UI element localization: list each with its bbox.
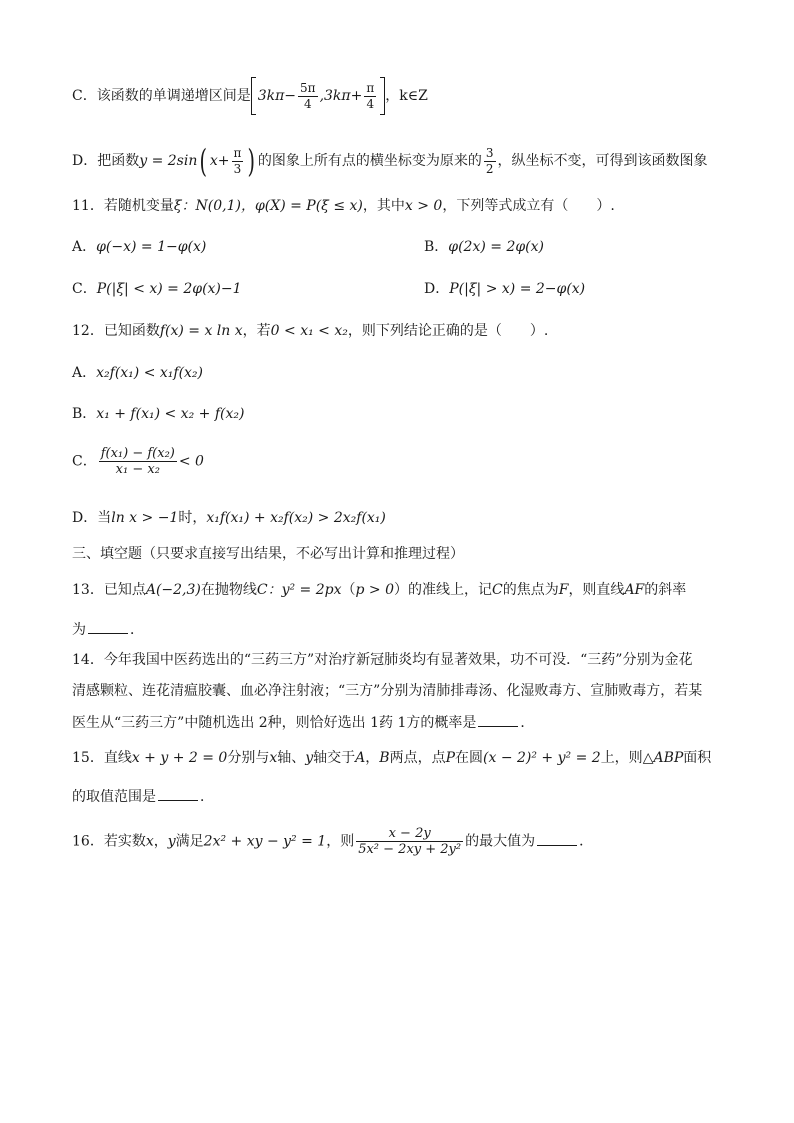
text: ，若 — [242, 323, 271, 339]
denominator: 4 — [366, 96, 375, 111]
math: x — [269, 750, 278, 766]
q12-option-a — [72, 363, 724, 383]
text: 15．直线 — [72, 750, 132, 766]
text: ，其中 — [362, 198, 405, 214]
fraction — [364, 81, 376, 112]
math: C：y² = 2px — [256, 582, 342, 598]
text: ， — [365, 750, 380, 766]
text: （ — [341, 582, 356, 598]
math: 0 < x₁ < x₂ — [270, 323, 348, 339]
text: 14．今年我国中医药选出的“三药三方”对治疗新冠肺炎均有显著效果，功不可没．“三药”分别为金花 — [72, 652, 693, 668]
math: φ(2x) = 2φ(x) — [448, 239, 544, 255]
text: 两点，点 — [389, 750, 446, 766]
text: ，则直线 — [568, 582, 625, 598]
text: 的图象上所有点的横坐标变为原来的 — [257, 153, 482, 169]
math: (x − 2)² + y² = 2 — [483, 750, 601, 766]
option-label: C． — [72, 453, 97, 470]
math: ln x > −1 — [111, 510, 179, 526]
paren-right: ) — [247, 142, 256, 180]
math: p > 0 — [355, 582, 394, 598]
text: 11．若随机变量 — [72, 198, 174, 214]
fraction — [484, 146, 496, 177]
numerator: π — [366, 80, 375, 95]
text: 在抛物线 — [200, 582, 257, 598]
text: 的斜率 — [644, 582, 687, 598]
text: 上，则 — [600, 750, 643, 766]
question-11 — [72, 196, 724, 216]
numerator: 3 — [485, 145, 494, 160]
numerator: π — [233, 145, 242, 160]
text: 在圆 — [455, 750, 484, 766]
fraction — [356, 826, 463, 857]
math: P — [445, 750, 456, 766]
math: F — [558, 582, 569, 598]
question-16 — [72, 826, 724, 857]
math: φ(−x) = 1−φ(x) — [96, 239, 207, 255]
option-label: C． — [72, 281, 97, 297]
text: ，则下列结论正确的是（ ）. — [347, 323, 549, 339]
math: f(x) = x ln x — [159, 323, 243, 339]
text: C．该函数的单调递增区间是 — [72, 88, 251, 104]
text: ． — [130, 622, 144, 638]
math: x — [145, 833, 154, 850]
math: ξ：N(0,1)，φ(X) = P(ξ ≤ x) — [173, 198, 363, 214]
question-15-line2 — [72, 786, 724, 807]
option-label: D．当 — [72, 510, 112, 526]
math: 2x² + xy − y² = 1 — [203, 833, 327, 850]
option-label: B． — [424, 239, 449, 255]
math: C — [492, 582, 503, 598]
math: x₂f(x₁) < x₁f(x₂) — [96, 365, 203, 381]
fraction — [232, 146, 244, 177]
math: △ABP — [642, 750, 684, 766]
denominator: 4 — [303, 96, 312, 111]
section-title: 三、填空题（只要求直接写出结果，不必写出计算和推理过程） — [72, 546, 464, 562]
math: B — [379, 750, 390, 766]
text: 13．已知点 — [72, 582, 146, 598]
question-12 — [72, 321, 724, 341]
math: ,3kπ+ — [319, 88, 363, 104]
text: 的最大值为 — [465, 833, 536, 850]
math: AF — [624, 582, 645, 598]
question-14-line3 — [72, 712, 724, 733]
text: 时， — [178, 510, 207, 526]
math: P(|ξ| > x) = 2−φ(x) — [449, 281, 586, 297]
answer-blank — [537, 831, 577, 846]
text: ，纵坐标不变，可得到该函数图象 — [497, 153, 708, 169]
text: ． — [579, 833, 594, 850]
answer-blank — [88, 619, 128, 634]
text: ． — [520, 715, 535, 731]
text: 的焦点为 — [502, 582, 559, 598]
q12-option-c — [72, 446, 724, 477]
math: x₁ + f(x₁) < x₂ + f(x₂) — [96, 406, 245, 422]
q11-options-cd — [72, 279, 724, 299]
fraction — [99, 446, 177, 477]
math: y — [167, 833, 176, 850]
option-label: B． — [72, 406, 97, 422]
bracket-left — [251, 77, 256, 115]
option-label: A． — [72, 239, 97, 255]
section-3-heading — [72, 544, 724, 564]
text: 满足 — [175, 833, 204, 850]
paren-left: ( — [199, 142, 208, 180]
text: ， — [153, 833, 168, 850]
text: ． — [200, 789, 214, 805]
q12-option-b — [72, 404, 724, 424]
math: y — [305, 750, 314, 766]
text: 医生从“三药三方”中随机选出 2种，则恰好选出 1药 1方的概率是 — [72, 715, 477, 731]
q10-option-c — [72, 77, 724, 115]
math: x > 0 — [404, 198, 443, 214]
answer-blank — [478, 712, 518, 727]
numerator: x − 2y — [356, 826, 463, 842]
text: 12．已知函数 — [72, 323, 160, 339]
math: 3kπ− — [257, 88, 297, 104]
math: x+ — [209, 153, 230, 169]
text: ，下列等式成立有（ ）. — [442, 198, 615, 214]
text: 轴、 — [277, 750, 306, 766]
denominator: 3 — [233, 161, 242, 176]
text: ，则 — [326, 833, 355, 850]
text: 的取值范围是 — [72, 789, 156, 805]
question-14-line2 — [72, 681, 724, 701]
fraction — [298, 81, 318, 112]
text: ，k∈Z — [385, 88, 428, 104]
question-13-line2 — [72, 619, 724, 640]
text: 为 — [72, 622, 86, 638]
math: P(|ξ| < x) = 2φ(x)−1 — [96, 281, 242, 297]
question-14-line1 — [72, 650, 724, 670]
numerator: f(x₁) − f(x₂) — [100, 446, 175, 461]
math: x₁f(x₁) + x₂f(x₂) > 2x₂f(x₁) — [206, 510, 386, 526]
denominator: 2 — [485, 161, 494, 176]
answer-blank — [158, 786, 198, 801]
denominator: 5x² − 2xy + 2y² — [358, 842, 462, 857]
text: 分别与 — [227, 750, 270, 766]
option-label: D． — [424, 281, 450, 297]
math: x + y + 2 = 0 — [131, 750, 228, 766]
text: 轴交于 — [313, 750, 356, 766]
text: 清感颗粒、连花清瘟胶囊、血必净注射液；“三方”分别为清肺排毒汤、化湿败毒方、宣肺败毒方，若某 — [72, 683, 703, 699]
question-15 — [72, 748, 724, 768]
numerator: 5π — [300, 80, 316, 95]
text: 16．若实数 — [72, 833, 146, 850]
option-label: A． — [72, 365, 97, 381]
math: y = 2sin — [139, 153, 198, 169]
denominator: x₁ − x₂ — [115, 462, 160, 477]
math: A — [355, 750, 366, 766]
text: ）的准线上，记 — [394, 582, 492, 598]
q10-option-d — [72, 143, 724, 179]
math: A(−2,3) — [145, 582, 201, 598]
q11-options-ab — [72, 237, 724, 257]
text: 面积 — [683, 750, 712, 766]
q12-option-d — [72, 508, 724, 528]
question-13 — [72, 580, 724, 600]
text: D．把函数 — [72, 153, 140, 169]
math: < 0 — [178, 453, 204, 470]
